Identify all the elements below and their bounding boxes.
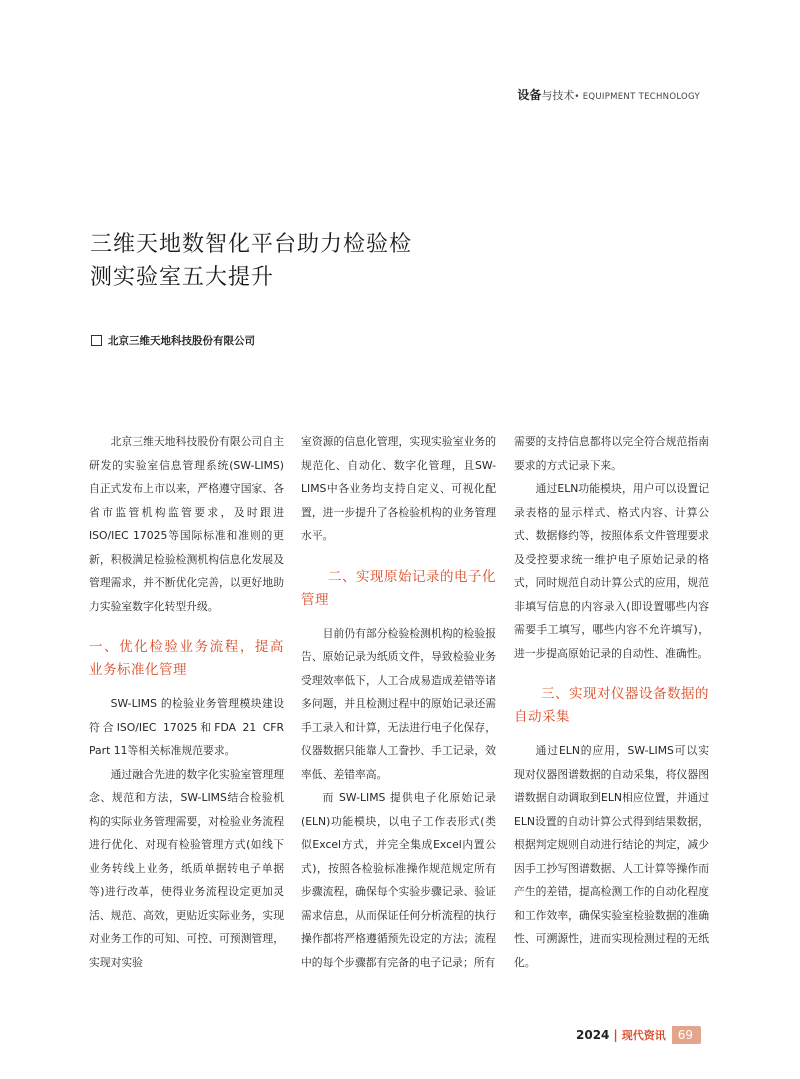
page-footer: [576, 1026, 701, 1044]
author-byline: [91, 333, 255, 348]
column-2: [301, 430, 496, 974]
article-title-line2: 测实验室五大提升: [90, 265, 275, 290]
paragraph: 通过ELN功能模块，用户可以设置记录表格的显示样式、格式内容、计算公式、数据修约等，按照体系文件管理要求及受控要求统一维护电子原始记录的格式，同时规范自动计算公式的应用，规范非填写信息的内容录入(即设置哪些内容需要手工填写，哪些内容不允许填写)，进一步提高原始记录的自动性、准确性。: [514, 482, 709, 660]
author-name: 北京三维天地科技股份有限公司: [108, 335, 255, 347]
paragraph: 目前仍有部分检验检测机构的检验报告、原始记录为纸质文件，导致检验业务受理效率低下，人工合成易造成差错等诸多问题，并且检测过程中的原始记录还需手工录入和计算，无法进行电子化保存，仪器数据只能靠人工誊抄、手工记录，效率低、差错率高。: [301, 626, 496, 781]
paragraph: SW-LIMS 的检验业务管理模块建设符合ISO/IEC 17025和FDA 21 CFR Part 11等相关标准规范要求。: [89, 697, 284, 757]
article-title: [90, 228, 510, 294]
article-title-line1: 三维天地数智化平台助力检验检: [90, 232, 413, 257]
paragraph: 需要的支持信息都将以完全符合规范指南要求的方式记录下来。: [514, 435, 709, 472]
page-number: 69: [672, 1026, 701, 1044]
paragraph: 北京三维天地科技股份有限公司自主研发的实验室信息管理系统(SW-LIMS)自正式发布上市以来，严格遵守国家、各省市监管机构监管要求，及时跟进ISO/IEC 17025等国际标准和准则的更新，积极满足检验检测机构信息化发展及管理需求，并不断优化完善，以更好地助力实验室数字化转型升级。: [89, 435, 284, 613]
column-1: [89, 430, 284, 974]
section-tag: [517, 86, 700, 103]
column-3: [514, 430, 709, 974]
paragraph: 室资源的信息化管理，实现实验室业务的规范化、自动化、数字化管理，且SW-LIMS中各业务均支持自定义、可视化配置，进一步提升了各检验机构的业务管理水平。: [301, 435, 496, 542]
section-heading-2: 二、实现原始记录的电子化管理: [301, 568, 496, 608]
paragraph: 通过融合先进的数字化实验室管理理念、规范和方法，SW-LIMS结合检验机构的实际业务管理需要，对检验业务流程进行优化、对现有检验管理方式(如线下业务转线上业务，纸质单据转电子单据等)进行改革，使得业务流程设定更加灵活、规范、高效，更贴近实际业务，实现对业务工作的可知、可控、可预测管理，实现对实验: [89, 767, 284, 969]
section-heading-1: 一、优化检验业务流程，提高业务标准化管理: [89, 639, 284, 678]
footer-year: 2024: [576, 1028, 610, 1042]
magazine-logo: 现代资讯: [621, 1029, 666, 1042]
paragraph: 而 SW-LIMS 提供电子化原始记录(ELN)功能模块，以电子工作表形式(类似Excel方式，并完全集成Excel内置公式)，按照各检验标准操作规范规定所有步骤流程，确保每个实验步骤记录、验证需求信息，从而保证任何分析流程的执行操作都将严格遵循预先设定的方法；流程中的每个步骤都有完备的电子记录；所有: [301, 791, 496, 969]
section-heading-3: 三、实现对仪器设备数据的自动采集: [514, 686, 709, 725]
square-bullet-icon: [91, 335, 102, 346]
section-tag-en: • EQUIPMENT TECHNOLOGY: [574, 92, 700, 102]
paragraph: 通过ELN的应用，SW-LIMS可以实现对仪器图谱数据的自动采集，将仪器图谱数据自动调取到ELN相应位置，并通过ELN设置的自动计算公式得到结果数据，根据判定规则自动进行结论的判定，减少因手工抄写图谱数据、人工计算等操作而产生的差错，提高检测工作的自动化程度和工作效率，确保实验室检验数据的准确性、可溯源性，进而实现检测过程的无纸化。: [514, 744, 709, 969]
footer-separator: |: [613, 1028, 618, 1042]
section-tag-cn2: 与技术: [541, 89, 575, 102]
section-tag-cn: 设备: [517, 88, 542, 102]
